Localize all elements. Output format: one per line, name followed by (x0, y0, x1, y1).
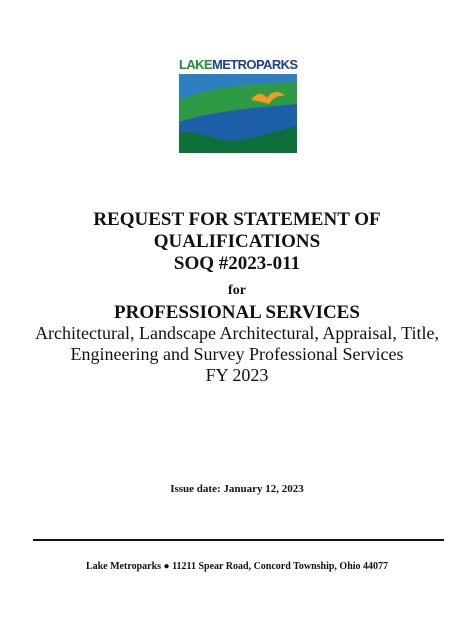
logo-wordmark-lake: LAKE (179, 57, 212, 72)
footer-divider (33, 539, 444, 541)
services-description (0, 323, 474, 386)
services-line-2: Engineering and Survey Professional Services (70, 344, 404, 364)
services-line-3: FY 2023 (205, 365, 269, 385)
title-line-3: SOQ #2023-011 (173, 253, 301, 274)
logo-wordmark-metroparks: METROPARKS (212, 57, 298, 72)
title-line-2: QUALIFICATIONS (153, 231, 321, 252)
services-heading: PROFESSIONAL SERVICES (114, 302, 360, 323)
services-line-1: Architectural, Landscape Architectural, Appraisal, Title, (35, 323, 439, 343)
for-label: for (228, 283, 246, 298)
logo-landscape-icon (179, 74, 297, 153)
title-line-1: REQUEST FOR STATEMENT OF (93, 209, 381, 230)
lake-metroparks-logo (179, 57, 297, 153)
footer-address: Lake Metroparks ● 11211 Spear Road, Concord Township, Ohio 44077 (85, 561, 389, 572)
logo-wordmark (179, 57, 297, 73)
issue-date: Issue date: January 12, 2023 (170, 483, 304, 495)
document-title (0, 209, 474, 275)
